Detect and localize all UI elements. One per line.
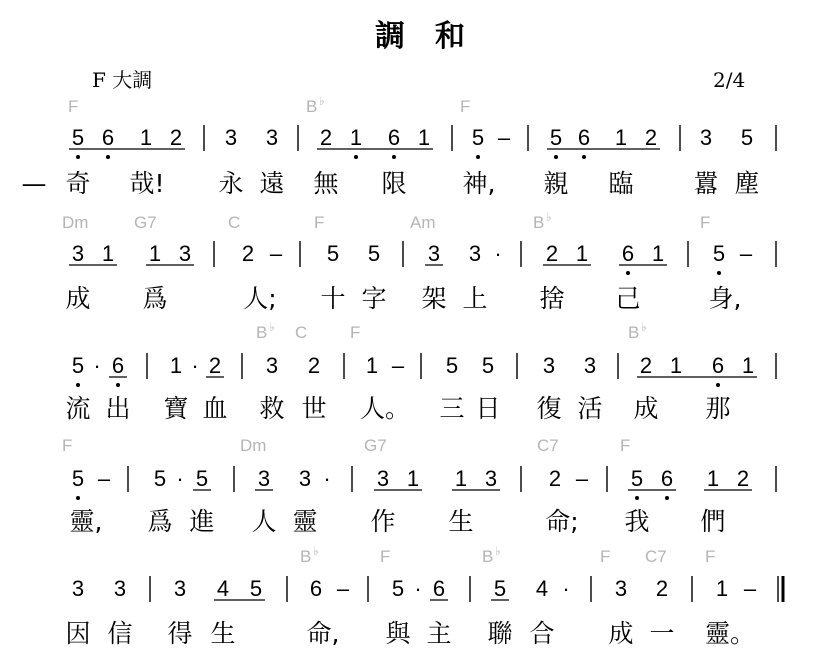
lyric-syllable: 復 xyxy=(536,394,562,423)
note: 3 xyxy=(178,241,192,266)
note: 3 xyxy=(583,353,597,378)
lyric-syllable: 哉! xyxy=(129,169,165,198)
augmentation-dot: · xyxy=(93,353,101,378)
note: 5 xyxy=(391,576,405,601)
lyric-syllable: 臨 xyxy=(608,169,634,198)
lyric-syllable: 人; xyxy=(243,284,277,313)
augmentation-dot: · xyxy=(176,466,184,491)
lyric-syllable: 三 xyxy=(439,394,465,423)
note: 3 xyxy=(224,125,238,150)
augmentation-dot: · xyxy=(494,241,502,266)
note: 3 xyxy=(257,466,271,491)
augmentation-dot: · xyxy=(414,576,422,601)
lyric-syllable: 信 xyxy=(107,619,133,648)
flat-sign-icon: ♭ xyxy=(319,94,325,108)
note: 2 xyxy=(639,353,653,378)
chord-symbol: G7 xyxy=(364,436,387,455)
lyric-syllable: 成 xyxy=(608,619,634,648)
dash-extension: – xyxy=(97,466,111,491)
lyric-syllable: 限 xyxy=(381,169,407,198)
chord-symbol: F xyxy=(68,97,79,116)
note: 5 xyxy=(249,576,263,601)
lyric-syllable: 命; xyxy=(545,507,579,536)
note: 3 xyxy=(376,466,390,491)
score-line xyxy=(62,210,776,313)
note: 1 xyxy=(651,241,665,266)
chord-symbol-flat: B xyxy=(482,547,494,566)
lyric-syllable: 成 xyxy=(65,284,91,313)
note: 2 xyxy=(208,353,222,378)
lyric-syllable: 捨 xyxy=(539,284,565,313)
lyric-syllable: 聯 xyxy=(487,619,513,648)
note: 4 xyxy=(535,576,549,601)
note: 2 xyxy=(545,241,559,266)
octave-dot-below xyxy=(116,383,120,387)
lyric-syllable: — xyxy=(21,169,47,198)
note: 5 xyxy=(712,241,726,266)
lyric-syllable: 出 xyxy=(105,394,131,423)
flat-sign-icon: ♭ xyxy=(546,210,552,224)
note: 2 xyxy=(307,353,321,378)
lyric-syllable: 靈, xyxy=(69,507,103,536)
note: 2 xyxy=(736,466,750,491)
chord-symbol: Am xyxy=(410,213,436,232)
note: 1 xyxy=(139,125,153,150)
final-barline xyxy=(778,576,783,602)
chord-symbol: F xyxy=(62,436,73,455)
flat-sign-icon: ♭ xyxy=(313,544,319,558)
note: 5 xyxy=(153,466,167,491)
dash-extension: – xyxy=(575,466,589,491)
note: 5 xyxy=(367,241,381,266)
note: 6 xyxy=(660,466,674,491)
note: 3 xyxy=(71,241,85,266)
note: 2 xyxy=(644,125,658,150)
lyric-syllable: 塵 xyxy=(734,169,760,198)
key-signature: F 大調 xyxy=(92,68,153,92)
lyric-syllable: 得 xyxy=(167,619,193,648)
note: 1 xyxy=(406,466,420,491)
lyric-syllable: 寶 xyxy=(163,394,189,423)
lyric-syllable: 活 xyxy=(577,394,603,423)
note: 3 xyxy=(542,353,556,378)
flat-sign-icon: ♭ xyxy=(495,544,501,558)
note: 6 xyxy=(577,125,591,150)
lyric-syllable: 世 xyxy=(301,394,327,423)
octave-dot-below xyxy=(354,155,358,159)
note: 1 xyxy=(454,466,468,491)
augmentation-dot: · xyxy=(191,353,199,378)
lyric-syllable: 作 xyxy=(370,507,396,536)
chord-symbol: F xyxy=(600,547,611,566)
note: 2 xyxy=(548,466,562,491)
chord-symbol: Dm xyxy=(62,213,89,232)
dash-extension: – xyxy=(497,125,511,150)
note: 5 xyxy=(195,466,209,491)
octave-dot-below xyxy=(392,155,396,159)
note: 6 xyxy=(101,125,115,150)
flat-sign-icon: ♭ xyxy=(641,320,647,334)
note: 1 xyxy=(148,241,162,266)
octave-dot-below xyxy=(665,496,669,500)
lyric-syllable: 人。 xyxy=(359,394,411,423)
time-signature: 2/4 xyxy=(713,68,746,92)
lyric-syllable: 們 xyxy=(700,507,726,536)
dash-extension: – xyxy=(739,241,753,266)
note: 3 xyxy=(468,241,482,266)
chord-symbol: F xyxy=(350,323,361,342)
lyric-syllable: 因 xyxy=(65,619,91,648)
note: 1 xyxy=(417,125,431,150)
lyric-syllable: 神, xyxy=(462,169,496,198)
note: 5 xyxy=(740,125,754,150)
note: 1 xyxy=(614,125,628,150)
note: 3 xyxy=(298,466,312,491)
augmentation-dot: · xyxy=(323,466,331,491)
note: 2 xyxy=(241,241,255,266)
chord-symbol: F xyxy=(380,547,391,566)
lyric-syllable: 日 xyxy=(475,394,501,423)
note: 5 xyxy=(71,353,85,378)
lyric-syllable: 親 xyxy=(543,169,569,198)
lyric-syllable: 成 xyxy=(633,394,659,423)
octave-dot-below xyxy=(626,271,630,275)
score-lines xyxy=(22,94,784,648)
note: 3 xyxy=(427,241,441,266)
octave-dot-below xyxy=(476,155,480,159)
chord-symbol-flat: B xyxy=(256,323,268,342)
lyric-syllable: 我 xyxy=(624,507,650,536)
chord-symbol-flat: B xyxy=(628,323,640,342)
note: 1 xyxy=(715,576,729,601)
note: 3 xyxy=(484,466,498,491)
octave-dot-below xyxy=(76,383,80,387)
octave-dot-below xyxy=(717,271,721,275)
octave-dot-below xyxy=(76,496,80,500)
lyric-syllable: 進 xyxy=(189,507,215,536)
score-line xyxy=(65,320,776,423)
note: 6 xyxy=(621,241,635,266)
note: 2 xyxy=(655,576,669,601)
lyric-syllable: 遠 xyxy=(259,169,285,198)
note: 5 xyxy=(71,466,85,491)
note: 6 xyxy=(711,353,725,378)
octave-dot-below xyxy=(554,155,558,159)
score-line xyxy=(22,94,777,198)
chord-symbol: C xyxy=(228,213,241,232)
note: 1 xyxy=(169,353,183,378)
chord-symbol-flat: B xyxy=(533,213,545,232)
chord-symbol: F xyxy=(620,436,631,455)
note: 5 xyxy=(445,353,459,378)
chord-symbol-flat: B xyxy=(306,97,318,116)
octave-dot-below xyxy=(716,383,720,387)
lyric-syllable: 生 xyxy=(210,619,236,648)
note: 1 xyxy=(365,353,379,378)
lyric-syllable: 爲 xyxy=(147,507,173,536)
note: 5 xyxy=(71,125,85,150)
note: 1 xyxy=(349,125,363,150)
lyric-syllable: 流 xyxy=(65,394,91,423)
lyric-syllable: 己 xyxy=(615,284,641,313)
lyric-syllable: 爲 xyxy=(142,284,168,313)
note: 3 xyxy=(113,576,127,601)
lyric-syllable: 合 xyxy=(529,619,555,648)
dash-extension: – xyxy=(391,353,405,378)
dash-extension: – xyxy=(336,576,350,601)
octave-dot-below xyxy=(635,496,639,500)
lyric-syllable: 身, xyxy=(708,284,742,313)
lyric-syllable: 與 xyxy=(385,619,411,648)
note: 5 xyxy=(481,353,495,378)
note: 1 xyxy=(741,353,755,378)
octave-dot-below xyxy=(76,155,80,159)
note: 2 xyxy=(319,125,333,150)
note: 6 xyxy=(432,576,446,601)
note: 5 xyxy=(549,125,563,150)
score-line xyxy=(65,544,783,648)
octave-dot-below xyxy=(582,155,586,159)
lyric-syllable: 囂 xyxy=(693,169,719,198)
lyric-syllable: 架 xyxy=(421,284,447,313)
chord-symbol-flat: B xyxy=(300,547,312,566)
lyric-syllable: 靈 xyxy=(292,507,318,536)
chord-symbol: F xyxy=(700,213,711,232)
note: 1 xyxy=(575,241,589,266)
lyric-syllable: 一 xyxy=(649,619,675,648)
note: 6 xyxy=(309,576,323,601)
augmentation-dot: · xyxy=(562,576,570,601)
lyric-syllable: 生 xyxy=(448,507,474,536)
note: 1 xyxy=(669,353,683,378)
chord-symbol: C7 xyxy=(537,436,559,455)
lyric-syllable: 上 xyxy=(462,284,488,313)
note: 1 xyxy=(101,241,115,266)
note: 5 xyxy=(493,576,507,601)
note: 2 xyxy=(169,125,183,150)
note: 3 xyxy=(173,576,187,601)
chord-symbol: C xyxy=(295,323,308,342)
note: 5 xyxy=(630,466,644,491)
note: 5 xyxy=(326,241,340,266)
lyric-syllable: 血 xyxy=(202,394,228,423)
note: 1 xyxy=(706,466,720,491)
note: 6 xyxy=(387,125,401,150)
lyric-syllable: 永 xyxy=(218,169,244,198)
note: 3 xyxy=(699,125,713,150)
lyric-syllable: 救 xyxy=(259,394,285,423)
octave-dot-below xyxy=(106,155,110,159)
chord-symbol: G7 xyxy=(134,213,157,232)
chord-symbol: F xyxy=(705,547,716,566)
score-line xyxy=(62,436,776,536)
chord-symbol: C7 xyxy=(645,547,667,566)
lyric-syllable: 奇 xyxy=(65,169,91,198)
lyric-syllable: 字 xyxy=(361,284,387,313)
dash-extension: – xyxy=(269,241,283,266)
chord-symbol: Dm xyxy=(240,436,267,455)
dash-extension: – xyxy=(743,576,757,601)
chord-symbol: F xyxy=(314,213,325,232)
lyric-syllable: 靈。 xyxy=(704,619,756,648)
note: 6 xyxy=(111,353,125,378)
flat-sign-icon: ♭ xyxy=(269,320,275,334)
note: 3 xyxy=(614,576,628,601)
note: 4 xyxy=(216,576,230,601)
lyric-syllable: 無 xyxy=(313,169,339,198)
note: 3 xyxy=(265,125,279,150)
note: 3 xyxy=(71,576,85,601)
note: 3 xyxy=(265,353,279,378)
lyric-syllable: 那 xyxy=(705,394,731,423)
note: 5 xyxy=(471,125,485,150)
chord-symbol: F xyxy=(460,97,471,116)
lyric-syllable: 主 xyxy=(426,619,452,648)
lyric-syllable: 命, xyxy=(306,619,340,648)
lyric-syllable: 人 xyxy=(251,507,277,536)
song-title: 調 和 xyxy=(375,19,465,54)
lyric-syllable: 十 xyxy=(320,284,346,313)
